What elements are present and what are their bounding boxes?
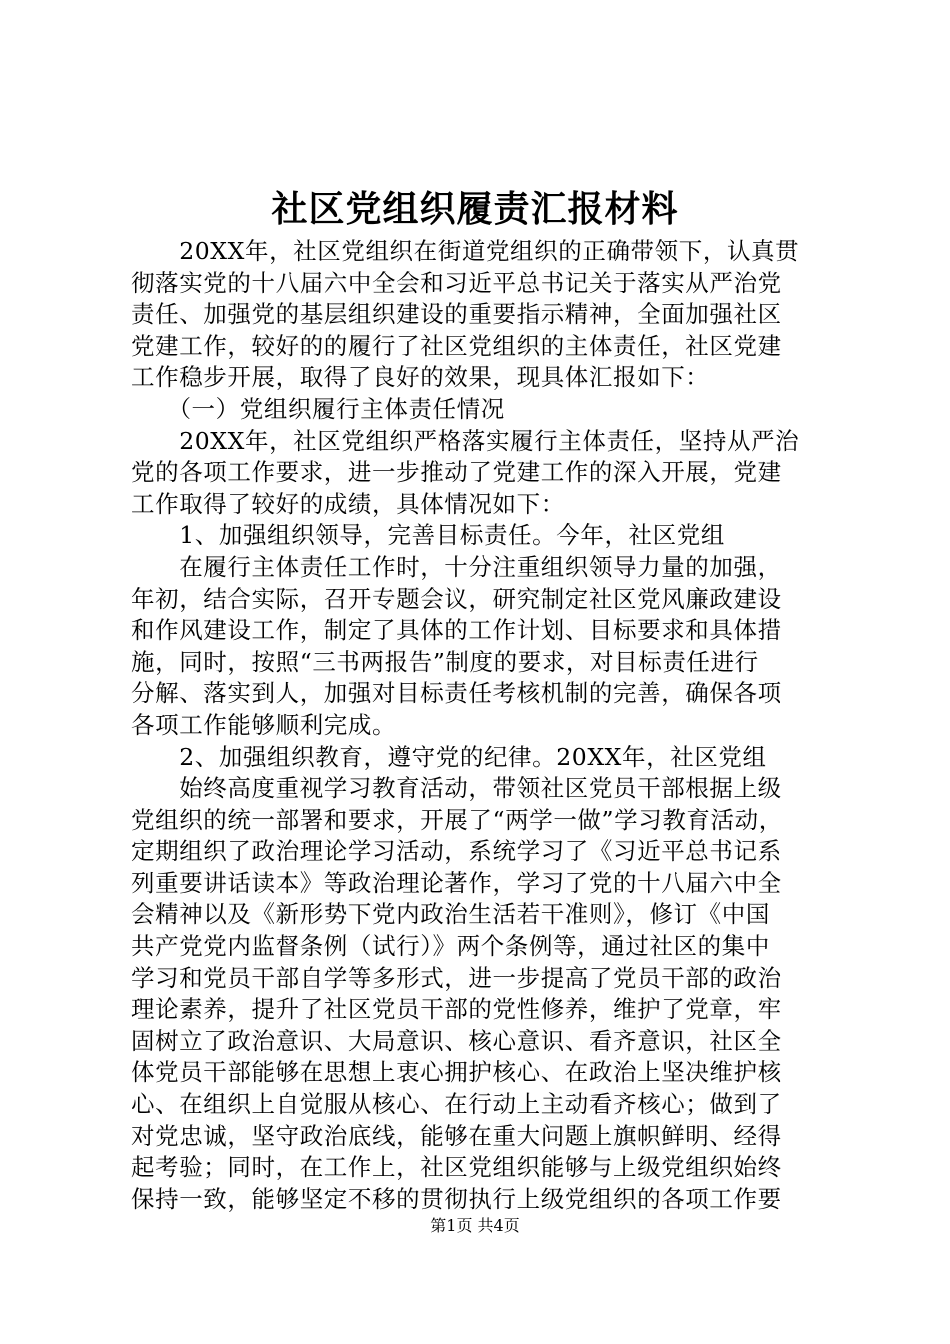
section-heading: （一）党组织履行主体责任情况 — [131, 394, 505, 423]
text-line: 党的各项工作要求，进一步推动了党建工作的深入开展，党建 — [131, 458, 782, 487]
text-line: 始终高度重视学习教育活动，带领社区党员干部根据上级 — [131, 774, 782, 803]
text-line: 年初，结合实际，召开专题会议，研究制定社区党风廉政建设 — [131, 584, 782, 613]
text-line: 固树立了政治意识、大局意识、核心意识、看齐意识，社区全 — [131, 1026, 782, 1055]
subsection-heading: 2、加强组织教育，遵守党的纪律。20XX年，社区党组 — [131, 742, 767, 771]
text-line: 各项工作能够顺利完成。 — [131, 710, 397, 739]
text-line: 党建工作，较好的的履行了社区党组织的主体责任，社区党建 — [131, 331, 782, 360]
text-line: 会精神以及《新形势下党内政治生活若干准则》，修订《中国 — [131, 900, 770, 929]
text-line: 彻落实党的十八届六中全会和习近平总书记关于落实从严治党 — [131, 268, 782, 297]
text-line: 在履行主体责任工作时，十分注重组织领导力量的加强， — [131, 552, 782, 581]
text-line: 列重要讲话读本》等政治理论著作，学习了党的十八届六中全 — [131, 868, 782, 897]
text-line: 20XX年，社区党组织严格落实履行主体责任，坚持从严治 — [131, 426, 800, 455]
text-line: 保持一致，能够坚定不移的贯彻执行上级党组织的各项工作要 — [131, 1184, 782, 1213]
text-line: 施，同时，按照“三书两报告”制度的要求，对目标责任进行 — [131, 647, 759, 676]
text-line: 理论素养，提升了社区党员干部的党性修养，维护了党章，牢 — [131, 995, 782, 1024]
subsection-heading: 1、加强组织领导，完善目标责任。今年，社区党组 — [131, 521, 725, 550]
text-line: 学习和党员干部自学等多形式，进一步提高了党员干部的政治 — [131, 963, 782, 992]
document-body — [131, 236, 831, 1215]
text-line: 工作取得了较好的成绩，具体情况如下： — [131, 489, 565, 518]
document-title: 社区党组织履责汇报材料 — [271, 188, 679, 230]
text-line: 20XX年，社区党组织在街道党组织的正确带领下，认真贯 — [131, 237, 800, 265]
text-line: 党组织的统一部署和要求，开展了“两学一做”学习教育活动， — [131, 805, 783, 834]
text-line: 心、在组织上自觉服从核心、在行动上主动看齐核心；做到了 — [131, 1090, 782, 1119]
text-line: 和作风建设工作，制定了具体的工作计划、目标要求和具体措 — [131, 616, 782, 645]
text-line: 工作稳步开展，取得了良好的效果，现具体汇报如下： — [131, 363, 710, 392]
text-line: 起考验；同时，在工作上，社区党组织能够与上级党组织始终 — [131, 1153, 782, 1182]
text-line: 分解、落实到人，加强对目标责任考核机制的完善，确保各项 — [131, 679, 782, 708]
text-line: 体党员干部能够在思想上衷心拥护核心、在政治上坚决维护核 — [131, 1058, 782, 1087]
text-line: 共产党党内监督条例（试行）》两个条例等，通过社区的集中 — [131, 932, 770, 961]
text-line: 定期组织了政治理论学习活动，系统学习了《习近平总书记系 — [131, 837, 782, 866]
text-line: 对党忠诚，坚守政治底线，能够在重大问题上旗帜鲜明、经得 — [131, 1121, 782, 1150]
page-number: 第1页 共4页 — [430, 1216, 520, 1235]
text-line: 责任、加强党的基层组织建设的重要指示精神，全面加强社区 — [131, 300, 782, 329]
